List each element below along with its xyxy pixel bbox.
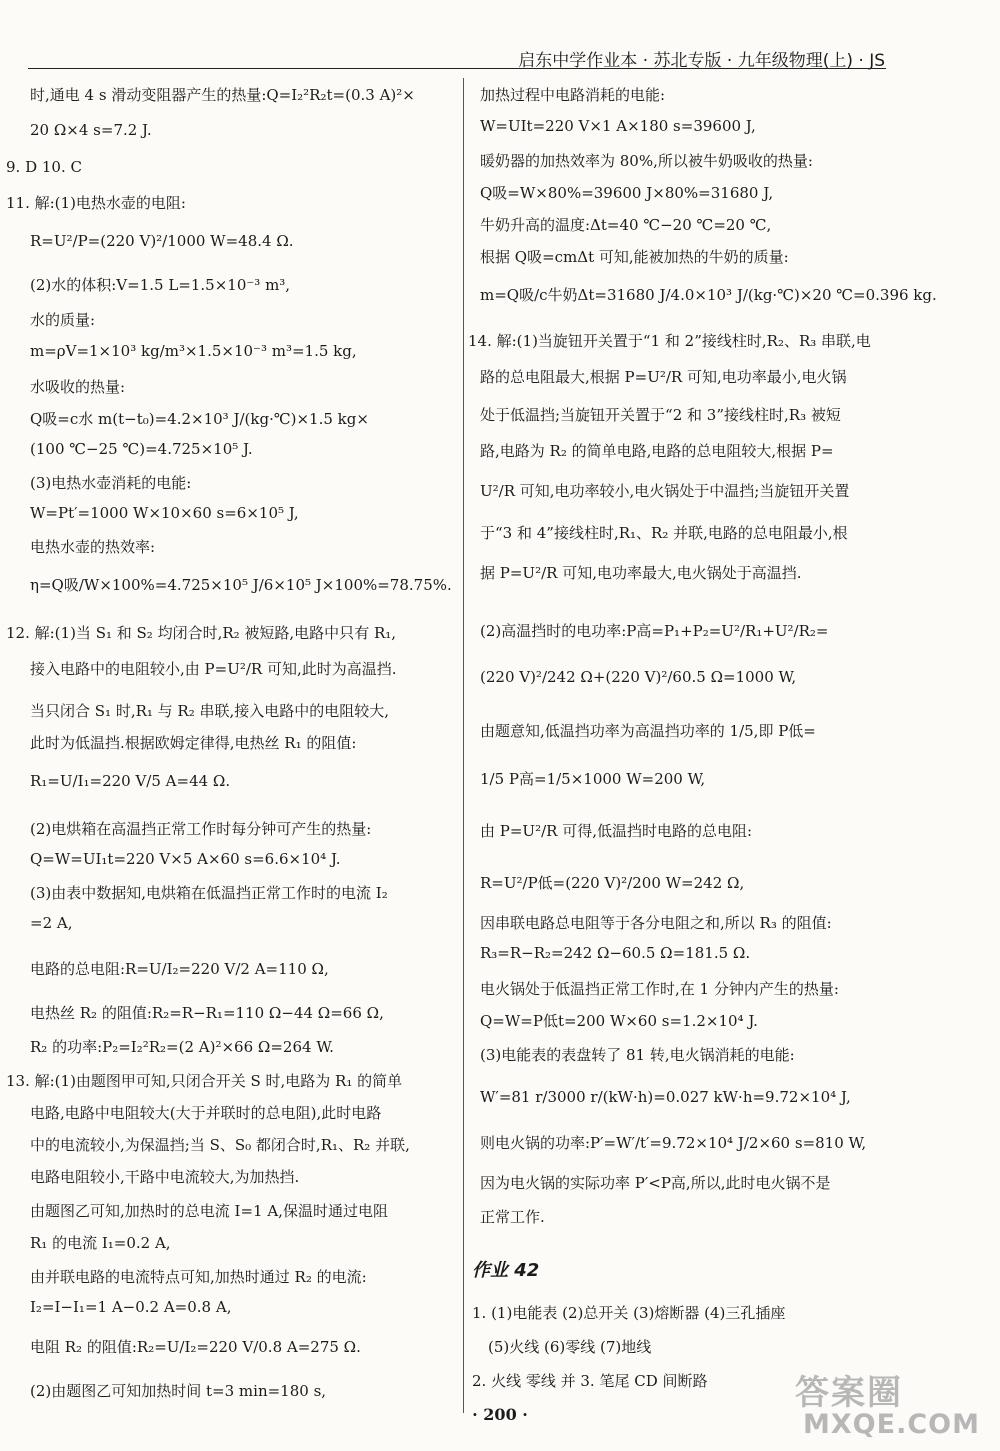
text-line: 处于低温挡;当旋钮开关置于“2 和 3”接线柱时,R₃ 被短 bbox=[480, 406, 841, 424]
answer-line: 9. D 10. C bbox=[6, 158, 82, 176]
formula-line: m=ρV=1×10³ kg/m³×1.5×10⁻³ m³=1.5 kg, bbox=[30, 342, 357, 360]
answer-line: (5)火线 (6)零线 (7)地线 bbox=[488, 1338, 652, 1356]
question-heading: 14. 解:(1)当旋钮开关置于“1 和 2”接线柱时,R₂、R₃ 串联,电 bbox=[468, 332, 871, 350]
section-title: 作业 42 bbox=[472, 1260, 540, 1281]
text-line: 由题图乙可知,加热时的总电流 I=1 A,保温时通过电阻 bbox=[30, 1202, 388, 1220]
formula-line: (220 V)²/242 Ω+(220 V)²/60.5 Ω=1000 W, bbox=[480, 668, 797, 686]
text-line: 水的质量: bbox=[30, 311, 96, 329]
text-line: 因串联电路总电阻等于各分电阻之和,所以 R₃ 的阻值: bbox=[480, 914, 832, 932]
text-line: =2 A, bbox=[30, 914, 73, 932]
text-line: 当只闭合 S₁ 时,R₁ 与 R₂ 串联,接入电路中的电阻较大, bbox=[30, 702, 390, 720]
formula-line: Q吸=W×80%=39600 J×80%=31680 J, bbox=[480, 184, 774, 202]
column-divider bbox=[463, 78, 464, 1413]
text-line: 路,电路为 R₂ 的简单电路,电路的总电阻较大,根据 P= bbox=[480, 442, 834, 460]
header-rule bbox=[28, 68, 886, 69]
text-line: 电火锅处于低温挡正常工作时,在 1 分钟内产生的热量: bbox=[480, 980, 839, 998]
text-line: 接入电路中的电阻较小,由 P=U²/R 可知,此时为高温挡. bbox=[30, 660, 397, 678]
text-line: (3)电能表的表盘转了 81 转,电火锅消耗的电能: bbox=[480, 1046, 795, 1064]
text-line: (2)水的体积:V=1.5 L=1.5×10⁻³ m³, bbox=[30, 276, 291, 294]
question-heading: 11. 解:(1)电热水壶的电阻: bbox=[6, 194, 186, 212]
question-heading: 13. 解:(1)由题图甲可知,只闭合开关 S 时,电路为 R₁ 的简单 bbox=[6, 1072, 403, 1090]
text-line: 据 P=U²/R 可知,电功率最大,电火锅处于高温挡. bbox=[480, 564, 802, 582]
watermark-logo bbox=[795, 1365, 995, 1445]
formula-line: 电热丝 R₂ 的阻值:R₂=R−R₁=110 Ω−44 Ω=66 Ω, bbox=[30, 1004, 384, 1022]
text-line: R₁ 的电流 I₁=0.2 A, bbox=[30, 1234, 171, 1252]
text-line: 水吸收的热量: bbox=[30, 378, 126, 396]
formula-line: Q=W=UI₁t=220 V×5 A×60 s=6.6×10⁴ J. bbox=[30, 850, 341, 868]
page-header: 启东中学作业本 · 苏北专版 · 九年级物理(上) · JS bbox=[518, 51, 885, 71]
text-line: 电路,电路中电阻较大(大于并联时的总电阻),此时电路 bbox=[30, 1104, 382, 1122]
text-line: 时,通电 4 s 滑动变阻器产生的热量:Q=I₂²R₂t=(0.3 A)²× bbox=[30, 86, 415, 104]
text-line: U²/R 可知,电功率较小,电火锅处于中温挡;当旋钮开关置 bbox=[480, 482, 850, 500]
text-line: 电路电阻较小,干路中电流较大,为加热挡. bbox=[30, 1168, 300, 1186]
formula-line: W=Pt′=1000 W×10×60 s=6×10⁵ J, bbox=[30, 504, 299, 522]
text-line: 于“3 和 4”接线柱时,R₁、R₂ 并联,电路的总电阻最小,根 bbox=[480, 524, 848, 542]
text-line: (2)电烘箱在高温挡正常工作时每分钟可产生的热量: bbox=[30, 820, 372, 838]
formula-line: W′=81 r/3000 r/(kW·h)=0.027 kW·h=9.72×10⁴ J, bbox=[480, 1088, 851, 1106]
text-line: 电热水壶的热效率: bbox=[30, 538, 156, 556]
text-line: 加热过程中电路消耗的电能: bbox=[480, 86, 666, 104]
formula-line: 1/5 P高=1/5×1000 W=200 W, bbox=[480, 770, 706, 788]
formula-line: I₂=I−I₁=1 A−0.2 A=0.8 A, bbox=[30, 1298, 232, 1316]
text-line: 由 P=U²/R 可得,低温挡时电路的总电阻: bbox=[480, 822, 753, 840]
text-line: 此时为低温挡.根据欧姆定律得,电热丝 R₁ 的阻值: bbox=[30, 734, 357, 752]
formula-line: (2)高温挡时的电功率:P高=P₁+P₂=U²/R₁+U²/R₂= bbox=[480, 622, 829, 640]
question-heading: 12. 解:(1)当 S₁ 和 S₂ 均闭合时,R₂ 被短路,电路中只有 R₁, bbox=[6, 624, 397, 642]
formula-line: η=Q吸/W×100%=4.725×10⁵ J/6×10⁵ J×100%=78.75%. bbox=[30, 576, 452, 594]
formula-line: 则电火锅的功率:P′=W′/t′=9.72×10⁴ J/2×60 s=810 W, bbox=[480, 1134, 867, 1152]
formula-line: 电路的总电阻:R=U/I₂=220 V/2 A=110 Ω, bbox=[30, 960, 329, 978]
text-line: 由题意知,低温挡功率为高温挡功率的 1/5,即 P低= bbox=[480, 722, 816, 740]
formula-line: (100 ℃−25 ℃)=4.725×10⁵ J. bbox=[30, 440, 253, 458]
formula-line: W=UIt=220 V×1 A×180 s=39600 J, bbox=[480, 117, 756, 135]
formula-line: R₁=U/I₁=220 V/5 A=44 Ω. bbox=[30, 772, 231, 790]
text-line: 暖奶器的加热效率为 80%,所以被牛奶吸收的热量: bbox=[480, 152, 813, 170]
formula-line: R₃=R−R₂=242 Ω−60.5 Ω=181.5 Ω. bbox=[480, 944, 751, 962]
formula-line: 牛奶升高的温度:Δt=40 ℃−20 ℃=20 ℃, bbox=[480, 216, 772, 234]
text-line: 根据 Q吸=cmΔt 可知,能被加热的牛奶的质量: bbox=[480, 248, 789, 266]
answer-line: 1. (1)电能表 (2)总开关 (3)熔断器 (4)三孔插座 bbox=[472, 1304, 786, 1322]
text-line: 中的电流较小,为保温挡;当 S、S₀ 都闭合时,R₁、R₂ 并联, bbox=[30, 1136, 410, 1154]
formula-line: m=Q吸/c牛奶Δt=31680 J/4.0×10³ J/(kg·℃)×20 ℃=0.396 kg. bbox=[480, 286, 937, 304]
answer-line: 2. 火线 零线 并 3. 笔尾 CD 间断路 bbox=[472, 1372, 708, 1390]
text-line: (3)由表中数据知,电烘箱在低温挡正常工作时的电流 I₂ bbox=[30, 884, 388, 902]
text-line: 由并联电路的电流特点可知,加热时通过 R₂ 的电流: bbox=[30, 1268, 367, 1286]
text-line: (2)由题图乙可知加热时间 t=3 min=180 s, bbox=[30, 1382, 327, 1400]
watermark-url: MXQE.COM bbox=[803, 1409, 980, 1440]
formula-line: R=U²/P低=(220 V)²/200 W=242 Ω, bbox=[480, 874, 745, 892]
text-line: 路的总电阻最大,根据 P=U²/R 可知,电功率最小,电火锅 bbox=[480, 368, 847, 386]
formula-line: Q=W=P低t=200 W×60 s=1.2×10⁴ J. bbox=[480, 1012, 758, 1030]
text-line: 正常工作. bbox=[480, 1208, 545, 1226]
formula-line: 电阻 R₂ 的阻值:R₂=U/I₂=220 V/0.8 A=275 Ω. bbox=[30, 1338, 361, 1356]
page-number: · 200 · bbox=[472, 1405, 528, 1424]
text-line: (3)电热水壶消耗的电能: bbox=[30, 474, 192, 492]
text-line: 因为电火锅的实际功率 P′<P高,所以,此时电火锅不是 bbox=[480, 1174, 831, 1192]
formula-line: R=U²/P=(220 V)²/1000 W=48.4 Ω. bbox=[30, 232, 294, 250]
text-line: 20 Ω×4 s=7.2 J. bbox=[30, 121, 152, 139]
formula-line: R₂ 的功率:P₂=I₂²R₂=(2 A)²×66 Ω=264 W. bbox=[30, 1038, 334, 1056]
watermark-logo-text: 答案圈 bbox=[795, 1373, 903, 1413]
formula-line: Q吸=c水 m(t−t₀)=4.2×10³ J/(kg·℃)×1.5 kg× bbox=[30, 410, 369, 428]
